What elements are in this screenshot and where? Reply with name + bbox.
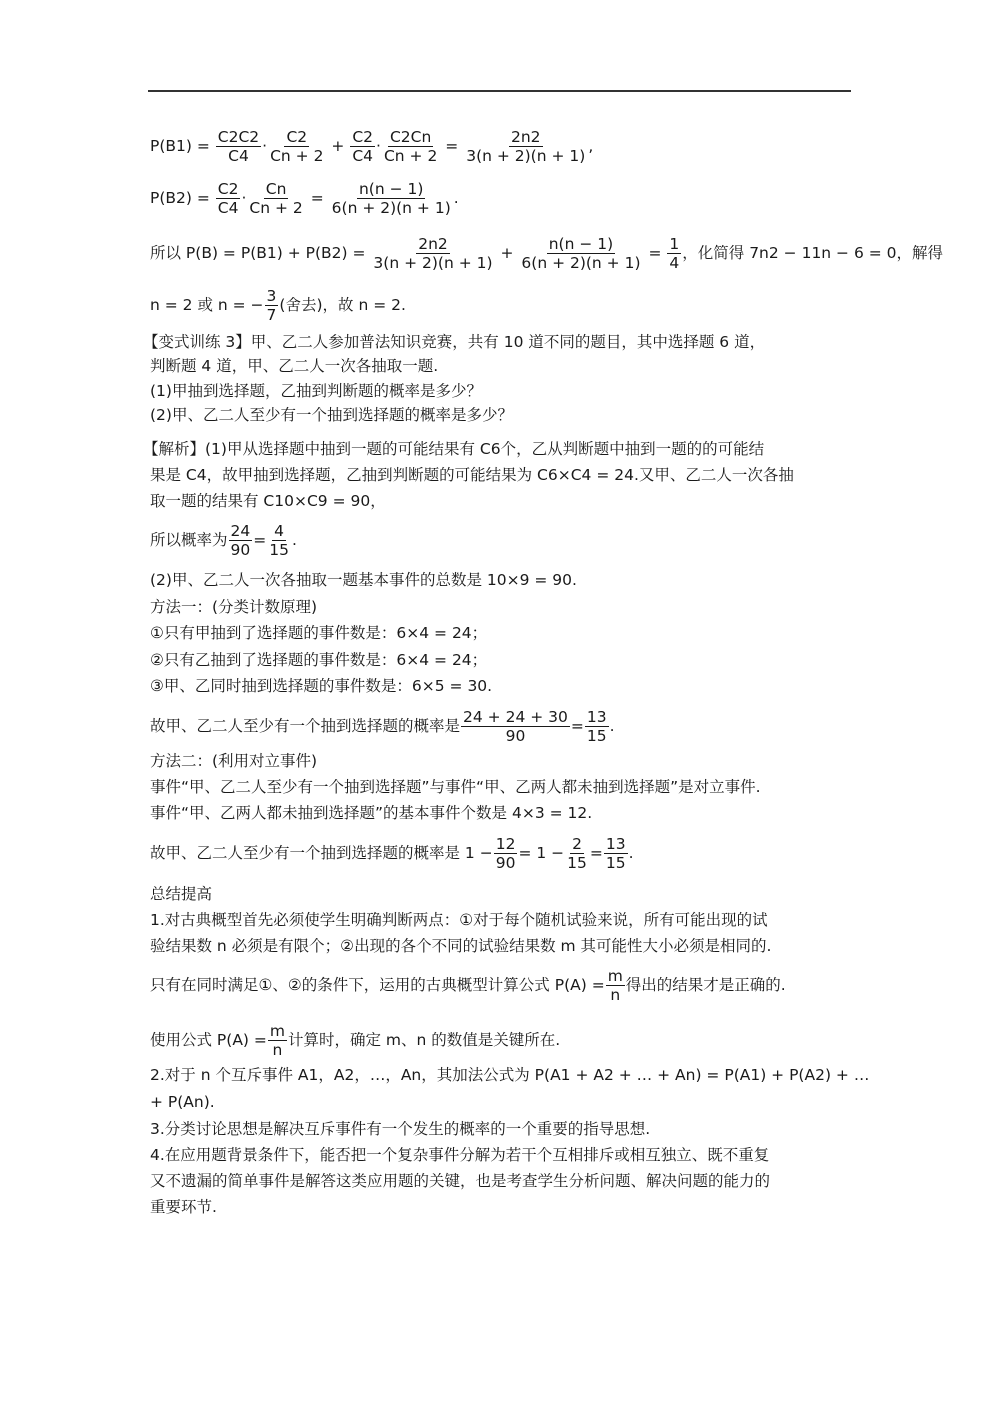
summary-p1-line-2: 验结果数 n 必须是有限个；②出现的各个不同的试验结果数 m 其可能性大小必须是相同的. bbox=[150, 937, 772, 955]
fraction: $\frac{C2C2}{C4}$ bbox=[217, 128, 260, 165]
fraction: $\frac{C2}{Cn + 2}$ bbox=[270, 128, 324, 165]
exercise-line-1: 【变式训练 3】甲、乙二人参加普法知识竞赛，共有 10 道不同的题目，其中选择题 6 道， bbox=[143, 333, 766, 351]
method-1-item-2: ②只有乙抽到了选择题的事件数是：6×4 = 24； bbox=[150, 651, 488, 669]
fraction: $\frac{12}{90}$ bbox=[495, 835, 516, 872]
summary-p1-line-4: 使用公式 P(A) = $\frac{m}{n}$ 计算时，确定 m、n 的数值是关键所在. bbox=[150, 1022, 561, 1059]
solution-line: n = 2 或 n = − $\frac{3}{7}$ (舍去)，故 n = 2. bbox=[150, 287, 406, 324]
fraction: $\frac{m}{n}$ bbox=[269, 1022, 285, 1059]
summary-p4-line-2: 又不遗漏的简单事件是解答这类应用题的关键，也是考查学生分析问题、解决问题的能力的 bbox=[150, 1172, 771, 1190]
formula-lhs: P(B2) = bbox=[150, 189, 210, 207]
method-1-result: 故甲、乙二人至少有一个抽到选择题的概率是 $\frac{24 + 24 + 30}{90}$ = $\frac{13}{15}$ . bbox=[150, 708, 615, 745]
formula-lhs: P(B1) = bbox=[150, 137, 210, 155]
fraction: $\frac{2}{15}$ bbox=[567, 835, 587, 872]
fraction: $\frac{C2}{C4}$ bbox=[217, 180, 239, 217]
header-rule bbox=[148, 90, 851, 92]
method-1-item-3: ③甲、乙同时抽到选择题的事件数是：6×5 = 30. bbox=[150, 677, 493, 695]
formula-pb: 所以 P(B) = P(B1) + P(B2) = $\frac{2n2}{3(n + 2)(n + 1)}$ + $\frac{n(n - 1)}{6(n + 2)(n + 1)}$ = $\frac{1}{4}$ ，化简得 7n2 − 11n − 6 = 0，解得 bbox=[150, 235, 944, 272]
fraction: $\frac{n(n - 1)}{6(n + 2)(n + 1)}$ bbox=[521, 235, 641, 272]
method-2-result: 故甲、乙二人至少有一个抽到选择题的概率是 1 − $\frac{12}{90}$ = 1 − $\frac{2}{15}$ = $\frac{13}{15}$ . bbox=[150, 835, 634, 872]
fraction: $\frac{2n2}{3(n + 2)(n + 1)}$ bbox=[373, 235, 493, 272]
fraction: $\frac{n(n - 1)}{6(n + 2)(n + 1)}$ bbox=[331, 180, 451, 217]
probability-1: 所以概率为 $\frac{24}{90}$ = $\frac{4}{15}$ . bbox=[150, 522, 297, 559]
fraction: $\frac{13}{15}$ bbox=[586, 708, 607, 745]
summary-p3: 3.分类讨论思想是解决互斥事件有一个发生的概率的一个重要的指导思想. bbox=[150, 1120, 651, 1138]
part-2: (2)甲、乙二人一次各抽取一题基本事件的总数是 10×9 = 90. bbox=[150, 571, 577, 589]
method-2-line-2: 事件“甲、乙两人都未抽到选择题”的基本事件个数是 4×3 = 12. bbox=[150, 804, 593, 822]
summary-p1-line-3: 只有在同时满足①、②的条件下，运用的古典概型计算公式 P(A) = $\frac{m}{n}$ 得出的结果才是正确的. bbox=[150, 967, 786, 1004]
method-1-item-1: ①只有甲抽到了选择题的事件数是：6×4 = 24； bbox=[150, 624, 488, 642]
analysis-line-2: 果是 C4，故甲抽到选择题，乙抽到判断题的可能结果为 C6×C4 = 24.又甲、乙二人一次各抽 bbox=[150, 466, 794, 484]
question-1: (1)甲抽到选择题，乙抽到判断题的概率是多少？ bbox=[150, 382, 482, 400]
summary-p4-line-1: 4.在应用题背景条件下，能否把一个复杂事件分解为若干个互相排斥或相互独立、既不重复 bbox=[150, 1146, 770, 1164]
formula-pb2: P(B2) = $\frac{C2}{C4}$ · $\frac{Cn}{Cn + 2}$ = $\frac{n(n - 1)}{6(n + 2)(n + 1)}$ . bbox=[150, 180, 459, 217]
exercise-line-2: 判断题 4 道，甲、乙二人一次各抽取一题. bbox=[150, 357, 439, 375]
formula-lhs: 所以 P(B) = P(B1) + P(B2) = bbox=[150, 244, 366, 262]
fraction: $\frac{Cn}{Cn + 2}$ bbox=[249, 180, 303, 217]
fraction: $\frac{1}{4}$ bbox=[669, 235, 680, 272]
question-2: (2)甲、乙二人至少有一个抽到选择题的概率是多少？ bbox=[150, 406, 513, 424]
fraction: $\frac{C2}{C4}$ bbox=[352, 128, 374, 165]
fraction: $\frac{13}{15}$ bbox=[605, 835, 626, 872]
summary-title: 总结提高 bbox=[150, 885, 213, 903]
method-2-line-1: 事件“甲、乙二人至少有一个抽到选择题”与事件“甲、乙两人都未抽到选择题”是对立事件. bbox=[150, 778, 761, 796]
fraction: $\frac{24 + 24 + 30}{90}$ bbox=[463, 708, 568, 745]
summary-p2-line-1: 2.对于 n 个互斥事件 A1，A2，…，An，其加法公式为 P(A1 + A2 + … + An) = P(A1) + P(A2) + … bbox=[150, 1066, 870, 1084]
analysis-line-1: 【解析】(1)甲从选择题中抽到一题的可能结果有 C6个，乙从判断题中抽到一题的的可能结 bbox=[143, 440, 765, 458]
fraction: $\frac{2n2}{3(n + 2)(n + 1)}$ bbox=[466, 128, 586, 165]
summary-p4-line-3: 重要环节. bbox=[150, 1198, 217, 1216]
fraction: $\frac{m}{n}$ bbox=[607, 967, 623, 1004]
method-2-title: 方法二：(利用对立事件) bbox=[150, 752, 318, 770]
fraction: $\frac{C2Cn}{Cn + 2}$ bbox=[383, 128, 438, 165]
summary-p2-line-2: + P(An). bbox=[150, 1093, 215, 1111]
formula-pb1: P(B1) = $\frac{C2C2}{C4}$ · $\frac{C2}{Cn + 2}$ + $\frac{C2}{C4}$ · $\frac{C2Cn}{Cn + 2}$ = $\frac{2n2}{3(n + 2)(n + 1)}$ , bbox=[150, 128, 594, 165]
fraction: $\frac{3}{7}$ bbox=[266, 287, 277, 324]
fraction: $\frac{4}{15}$ bbox=[269, 522, 289, 559]
summary-p1-line-1: 1.对古典概型首先必须使学生明确判断两点：①对于每个随机试验来说，所有可能出现的试 bbox=[150, 911, 768, 929]
analysis-line-3: 取一题的结果有 C10×C9 = 90， bbox=[150, 492, 386, 510]
method-1-title: 方法一：(分类计数原理) bbox=[150, 598, 318, 616]
fraction: $\frac{24}{90}$ bbox=[230, 522, 251, 559]
